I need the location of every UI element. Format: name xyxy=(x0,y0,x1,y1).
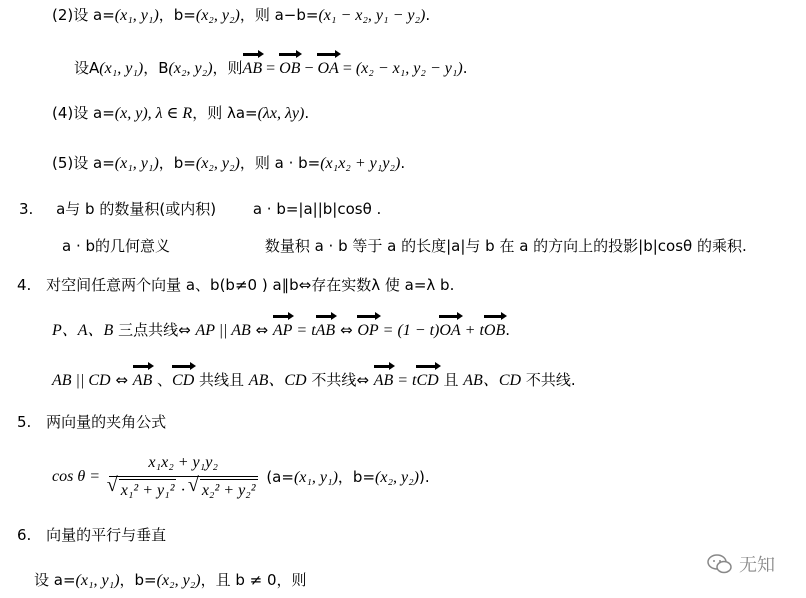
points-pab: P、A、B xyxy=(52,322,114,339)
vector-a: (x₁, y₁) xyxy=(293,468,338,486)
item-4-scalar xyxy=(52,103,309,124)
parallel-lines xyxy=(52,370,576,391)
text: 不共线. xyxy=(521,371,576,389)
section-4-text: 对空间任意两个向量 a、b(b≠0 ) a∥b⇔存在实数λ 使 a=λ b. xyxy=(46,276,455,294)
vector-ab: AB xyxy=(315,322,336,339)
item-3-end: . xyxy=(462,59,468,77)
vector-a: (x₁, y₁) xyxy=(114,7,159,24)
item-3 xyxy=(74,58,468,79)
text: = (1 − t) xyxy=(378,322,440,339)
section-4 xyxy=(17,275,454,295)
text: = t xyxy=(292,322,316,339)
item-5-mid1: ，b= xyxy=(158,154,196,172)
section-number: 3. xyxy=(19,200,34,218)
lines-ab-cd: AB、CD xyxy=(248,372,307,389)
vector-oa: OA xyxy=(439,322,461,339)
cond-b: ，b= xyxy=(337,467,376,486)
item-4-mid: ，则 λa= xyxy=(192,104,258,122)
formula-condition xyxy=(266,468,429,486)
section-5 xyxy=(17,412,166,432)
item-2-mid2: ，则 a−b= xyxy=(239,6,319,24)
iff: ⇔ xyxy=(110,371,133,389)
item-3-prefix: 设A xyxy=(74,59,100,77)
section-number: 4. xyxy=(17,276,32,294)
item-5-end: . xyxy=(400,154,406,172)
ab-parallel-cd: AB || CD xyxy=(52,372,111,389)
vector-ob: OB xyxy=(483,322,506,339)
section-6 xyxy=(17,525,166,545)
wechat-icon xyxy=(707,553,733,575)
vector-b: (x₂, y₂) xyxy=(195,7,240,24)
item-5-prefix: (5)设 a= xyxy=(52,154,115,172)
vector-op: OP xyxy=(357,322,379,339)
text: = t xyxy=(393,372,417,389)
vector-b: (x₂, y₂) xyxy=(375,468,419,486)
collinear-points xyxy=(52,320,510,341)
text: 不共线⇔ xyxy=(306,371,374,389)
vector-ap: AP xyxy=(272,322,293,339)
watermark xyxy=(707,551,775,577)
item-6-prefix: 设 a= xyxy=(34,571,76,589)
formula-denominator xyxy=(109,477,258,502)
item-4-end: . xyxy=(304,104,310,122)
item-5-mid2: ，则 a · b= xyxy=(239,154,321,172)
text: 、 xyxy=(152,371,173,389)
ab-result: (x₂ − x₁, y₂ − y₁) xyxy=(355,60,463,77)
section-3-geometry xyxy=(62,236,747,256)
lines-ab-cd: AB、CD xyxy=(463,372,522,389)
item-2 xyxy=(52,5,430,26)
section-number: 5. xyxy=(17,413,32,431)
item-4-prefix: (4)设 a= xyxy=(52,104,115,122)
vector-cd: CD xyxy=(416,372,439,389)
cond-a: (a= xyxy=(266,467,294,486)
point-b: (x₂, y₂) xyxy=(168,60,213,77)
scalar-result: (λx, λy) xyxy=(257,105,305,122)
item-2-end: . xyxy=(425,6,431,24)
vector-b: (x₂, y₂) xyxy=(195,155,240,172)
vector-ab: AB xyxy=(373,372,394,389)
vector-ab: AB xyxy=(132,372,153,389)
item-3-mid1: ，B xyxy=(143,59,169,77)
equals: = xyxy=(338,60,356,77)
dot-result: (x₁x₂ + y₁y₂) xyxy=(320,155,401,172)
item-5-dot xyxy=(52,153,405,174)
vector-ob: OB xyxy=(279,60,301,77)
section-3 xyxy=(19,199,381,219)
iff: ⇔ xyxy=(250,321,273,339)
equals: = xyxy=(262,60,280,77)
item-2-mid1: ，b= xyxy=(158,6,196,24)
sqrt-b: √ x₂² + y₂² xyxy=(200,479,258,502)
item-3-mid2: ，则 xyxy=(212,59,243,77)
minus: − xyxy=(300,60,318,77)
difference-result: (x₁ − x₂, y₁ − y₂) xyxy=(318,7,426,24)
vector-b: (x₂, y₂) xyxy=(156,572,201,589)
item-6-end: ，且 b ≠ 0，则 xyxy=(200,571,307,589)
section-3-title: a与 b 的数量积(或内积) xyxy=(56,200,217,218)
section-5-title: 两向量的夹角公式 xyxy=(46,413,167,431)
item-6-mid: ，b= xyxy=(119,571,157,589)
cos-theta: cos θ = xyxy=(52,468,100,485)
dot: · xyxy=(180,482,186,499)
formula-numerator: x₁x₂ + y₁y₂ xyxy=(109,452,258,477)
text: 三点共线⇔ xyxy=(113,321,196,339)
sqrt-a: √ x₁² + y₁² xyxy=(119,479,177,502)
vector-a: (x, y), λ ∈ R xyxy=(114,105,193,122)
vector-ab: AB xyxy=(242,60,263,77)
end: . xyxy=(505,321,511,339)
cond-end: ). xyxy=(419,467,430,486)
section-6-setup xyxy=(34,570,307,591)
formula-fraction xyxy=(109,452,258,502)
ap-parallel-ab: AP || AB xyxy=(195,322,251,339)
section-6-title: 向量的平行与垂直 xyxy=(46,526,167,544)
text: + t xyxy=(460,322,484,339)
geometry-explanation: 数量积 a · b 等于 a 的长度|a|与 b 在 a 的方向上的投影|b|cosθ 的乘积. xyxy=(264,237,747,255)
text: 且 xyxy=(438,371,464,389)
point-a: (x₁, y₁) xyxy=(99,60,144,77)
vector-a: (x₁, y₁) xyxy=(114,155,159,172)
iff: ⇔ xyxy=(335,321,358,339)
angle-formula xyxy=(52,452,430,502)
item-2-prefix: (2)设 a= xyxy=(52,6,115,24)
text: 共线且 xyxy=(194,371,249,389)
vector-cd: CD xyxy=(172,372,195,389)
watermark-text: 无知 xyxy=(739,555,775,576)
vector-oa: OA xyxy=(317,60,339,77)
vector-a: (x₁, y₁) xyxy=(75,572,120,589)
section-number: 6. xyxy=(17,526,32,544)
geometry-label: a · b的几何意义 xyxy=(62,237,171,255)
dot-product-formula: a · b=|a||b|cosθ . xyxy=(252,200,382,218)
